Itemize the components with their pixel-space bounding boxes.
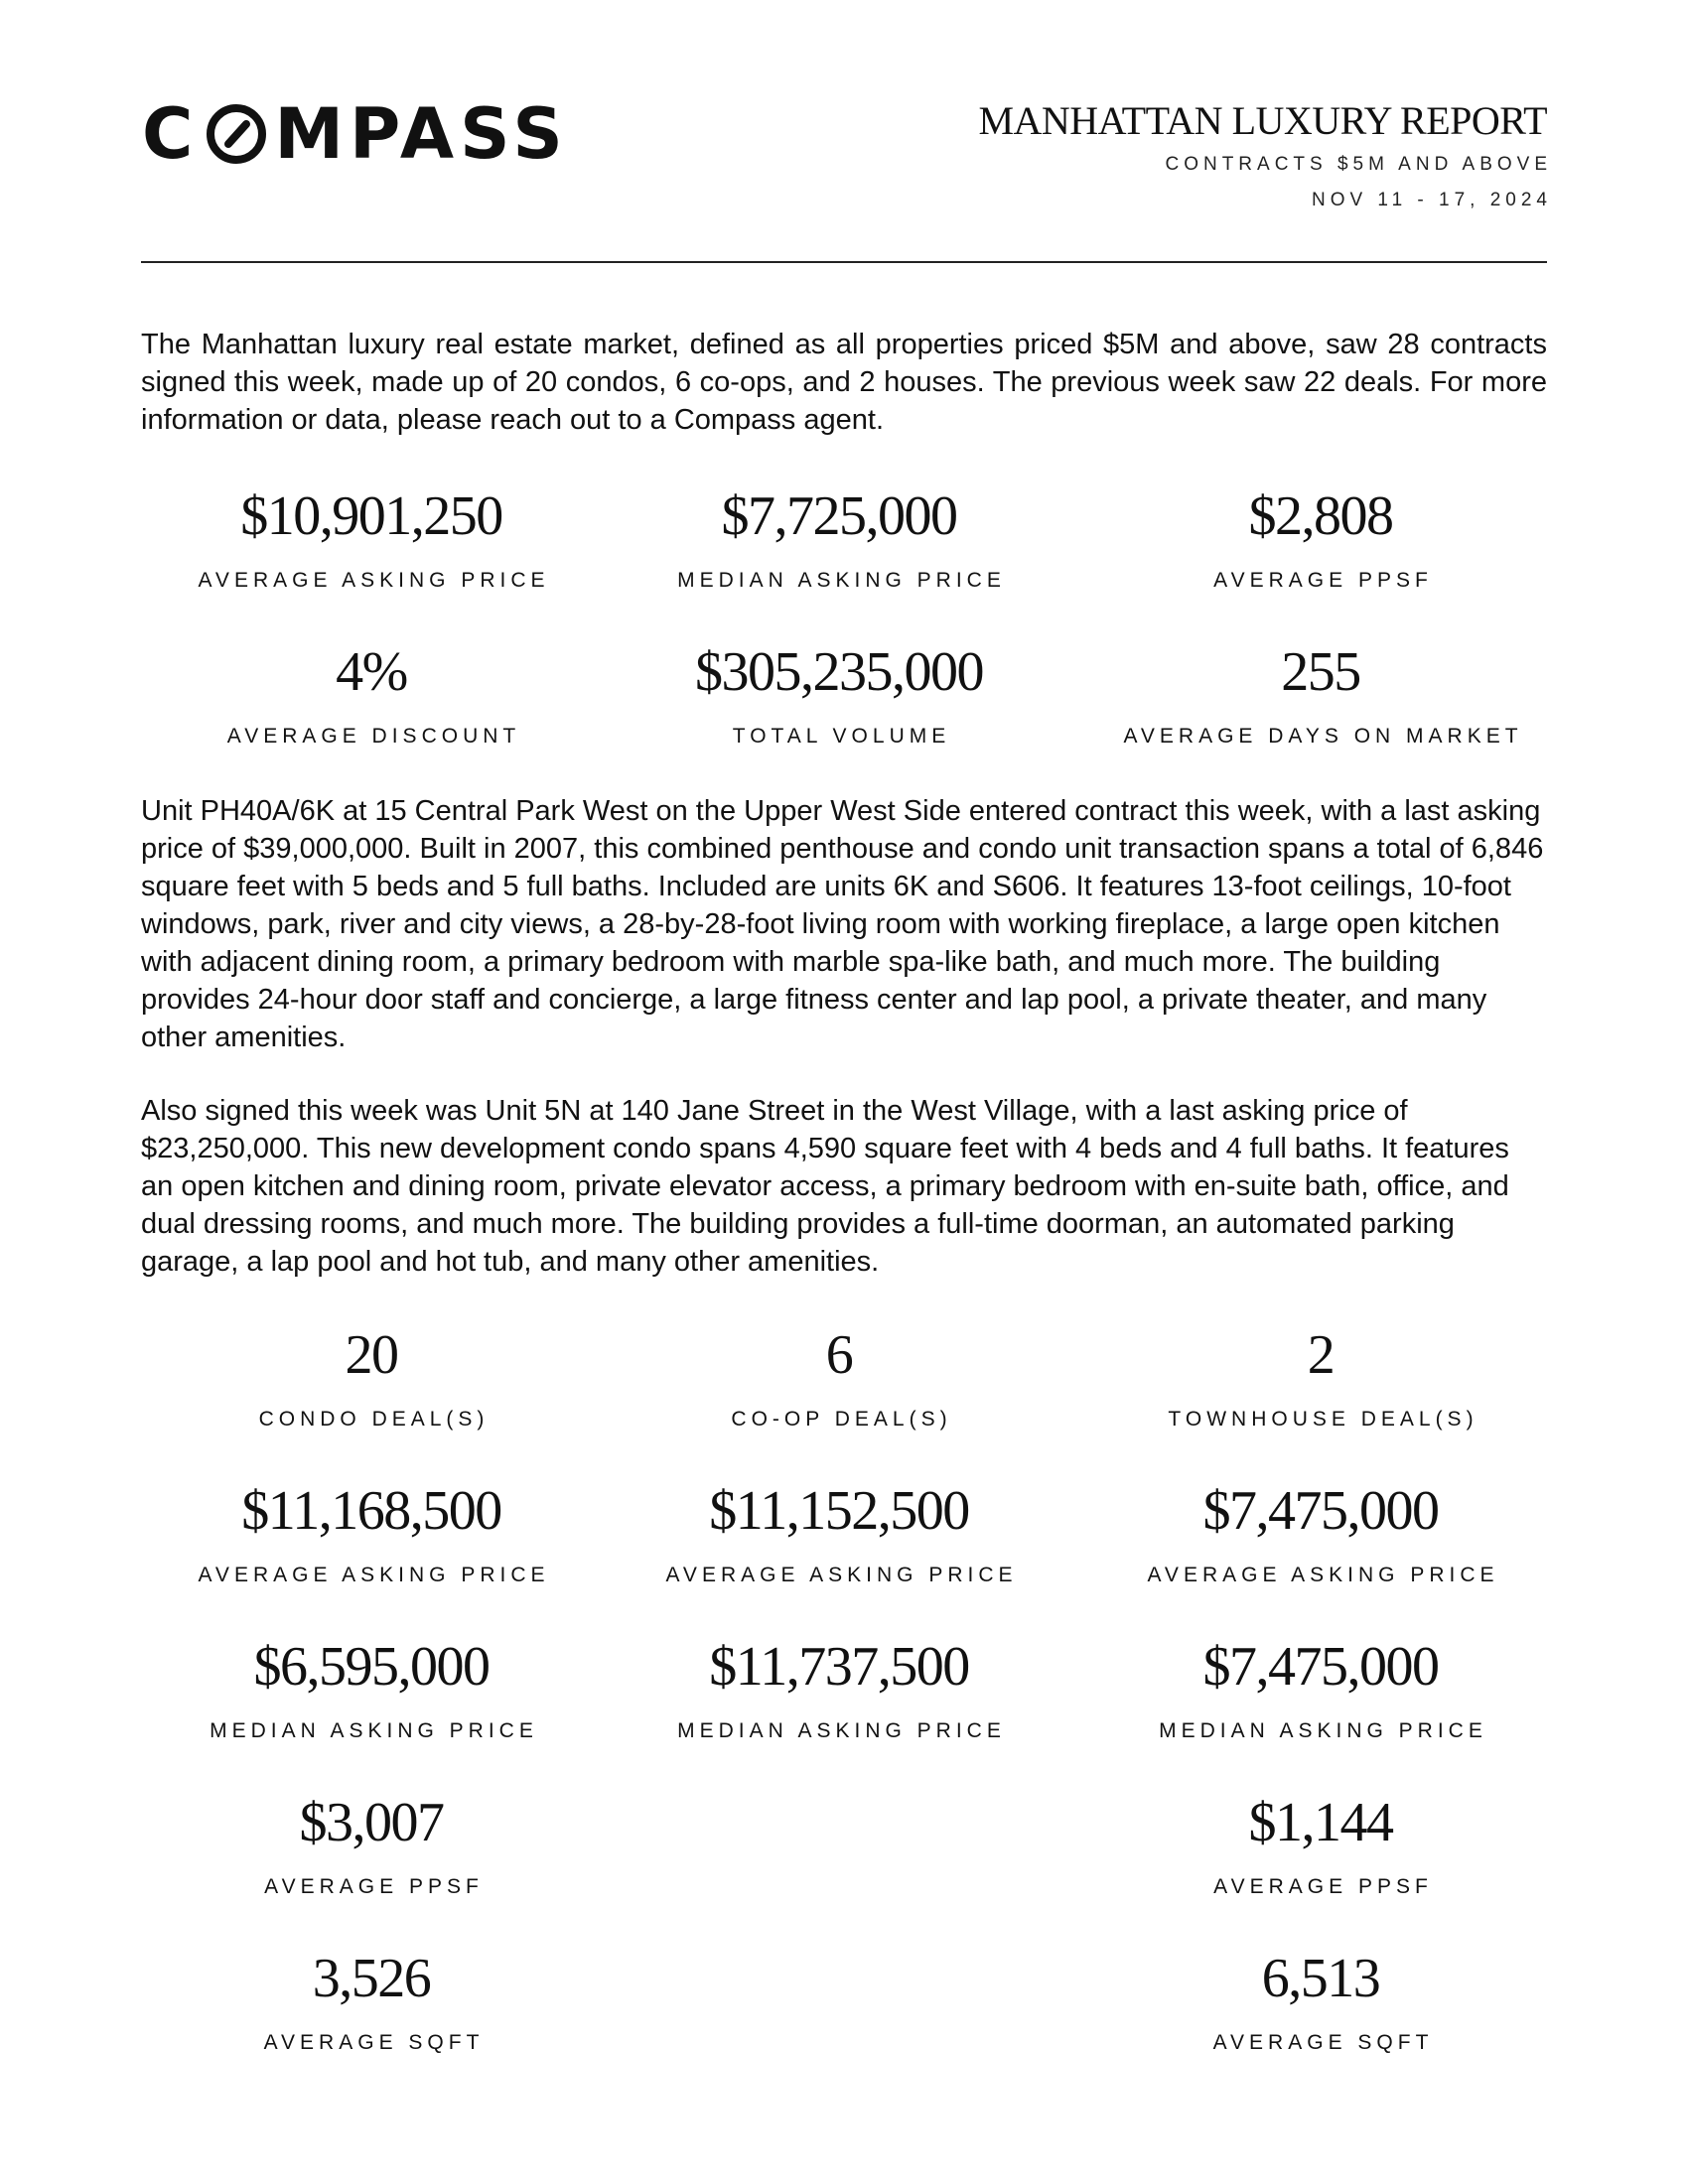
highlight-paragraph-2: Also signed this week was Unit 5N at 140 Jane Street in the West Village, with a last asking price of $23,250,000. This new development condo spans 4,590 square feet with 4 beds and 4 full baths. It features an open kitchen and dining room, private elevator access, a primary bedroom with en-suite bath, office, and dual dressing rooms, and much more. The building provides a full-time doorman, an automated parking garage, a lap pool and hot tub, and many other amenities.	[141, 1095, 1509, 1278]
stat-value: $2,808	[1248, 485, 1393, 547]
stat-value: $305,235,000	[695, 641, 983, 703]
townhouse-avg-sqft	[1043, 1947, 1599, 2056]
stat-value: 4%	[336, 641, 407, 703]
intro-paragraph: The Manhattan luxury real estate market, defined as all properties priced $5M and above, saw 28 contracts signed this week, made up of 20 condos, 6 co-ops, and 2 houses. The previous week saw 22 deals. For more information or data, please reach out to a Compass agent.	[141, 329, 1547, 436]
stat-value: $10,901,250	[240, 485, 502, 547]
stat-value: 6	[825, 1324, 853, 1386]
stat-label: MEDIAN ASKING PRICE	[1159, 1719, 1487, 1742]
summary-stat-avg-ppsf	[1043, 484, 1599, 594]
summary-stat-median-asking-price	[561, 484, 1117, 594]
stat-value: $11,152,500	[709, 1480, 969, 1542]
header-divider	[141, 261, 1547, 263]
summary-stat-total-volume	[561, 640, 1117, 750]
report-subtitle: CONTRACTS $5M AND ABOVE	[1165, 154, 1552, 175]
stat-label: AVERAGE PPSF	[264, 1875, 484, 1898]
stat-label: AVERAGE SQFT	[263, 2031, 485, 2054]
stat-label: AVERAGE ASKING PRICE	[198, 1564, 550, 1586]
report-date-range: NOV 11 - 17, 2024	[1311, 190, 1552, 210]
coop-avg-asking-price	[561, 1479, 1117, 1588]
stat-label: TOTAL VOLUME	[732, 725, 951, 748]
stat-value: $3,007	[299, 1792, 444, 1853]
townhouse-avg-ppsf	[1043, 1791, 1599, 1900]
coop-median-asking-price	[561, 1635, 1117, 1744]
coop-deals	[561, 1323, 1117, 1433]
stat-label: AVERAGE PPSF	[1213, 569, 1433, 592]
stat-label: AVERAGE PPSF	[1213, 1875, 1433, 1898]
stat-label: TOWNHOUSE DEAL(S)	[1168, 1408, 1478, 1431]
stat-label: AVERAGE ASKING PRICE	[1147, 1564, 1499, 1586]
stat-value: $11,737,500	[709, 1636, 969, 1698]
compass-logo-icon	[205, 102, 268, 166]
stat-value: 2	[1307, 1324, 1335, 1386]
townhouse-avg-asking-price	[1043, 1479, 1599, 1588]
summary-stat-avg-days-on-market	[1043, 640, 1599, 750]
stat-label: MEDIAN ASKING PRICE	[677, 1719, 1006, 1742]
stat-label: CO-OP DEAL(S)	[731, 1408, 952, 1431]
condo-avg-ppsf	[93, 1791, 649, 1900]
stat-label: MEDIAN ASKING PRICE	[210, 1719, 538, 1742]
stat-value: $1,144	[1248, 1792, 1393, 1853]
stat-value: $11,168,500	[241, 1480, 501, 1542]
condo-avg-sqft	[93, 1947, 649, 2056]
stat-value: $7,475,000	[1202, 1636, 1439, 1698]
stat-value: $7,475,000	[1202, 1480, 1439, 1542]
stat-label: CONDO DEAL(S)	[258, 1408, 490, 1431]
stat-value: $7,725,000	[721, 485, 957, 547]
logo-text-c: C	[142, 93, 200, 175]
report-header	[978, 95, 1552, 218]
stat-label: AVERAGE DISCOUNT	[226, 725, 521, 748]
report-title: MANHATTAN LUXURY REPORT	[978, 98, 1547, 143]
townhouse-median-asking-price	[1043, 1635, 1599, 1744]
stat-label: AVERAGE DAYS ON MARKET	[1123, 725, 1523, 748]
stat-label: AVERAGE ASKING PRICE	[198, 569, 550, 592]
stat-value: 6,513	[1261, 1948, 1380, 2009]
stat-value: 20	[345, 1324, 398, 1386]
logo-text-mpass: MPASS	[274, 93, 569, 175]
stat-label: AVERAGE ASKING PRICE	[665, 1564, 1018, 1586]
stat-value: 3,526	[312, 1948, 431, 2009]
stat-value: 255	[1281, 641, 1360, 703]
compass-logo	[142, 93, 569, 175]
highlight-paragraph-1: Unit PH40A/6K at 15 Central Park West on the Upper West Side entered contract this week, with a last asking price of $39,000,000. Built in 2007, this combined penthouse and condo unit transaction spans a total of 6,846 square feet with 5 beds and 5 full baths. Included are units 6K and S606. It features 13-foot ceilings, 10-foot windows, park, river and city views, a 28-by-28-foot living room with working fireplace, a large open kitchen with adjacent dining room, a primary bedroom with marble spa-like bath, and much more. The building provides 24-hour door staff and concierge, a large fitness center and lap pool, a private theater, and many other amenities.	[141, 795, 1544, 1053]
townhouse-deals	[1043, 1323, 1599, 1433]
stat-label: MEDIAN ASKING PRICE	[677, 569, 1006, 592]
stat-label: AVERAGE SQFT	[1212, 2031, 1434, 2054]
stat-value: $6,595,000	[253, 1636, 490, 1698]
